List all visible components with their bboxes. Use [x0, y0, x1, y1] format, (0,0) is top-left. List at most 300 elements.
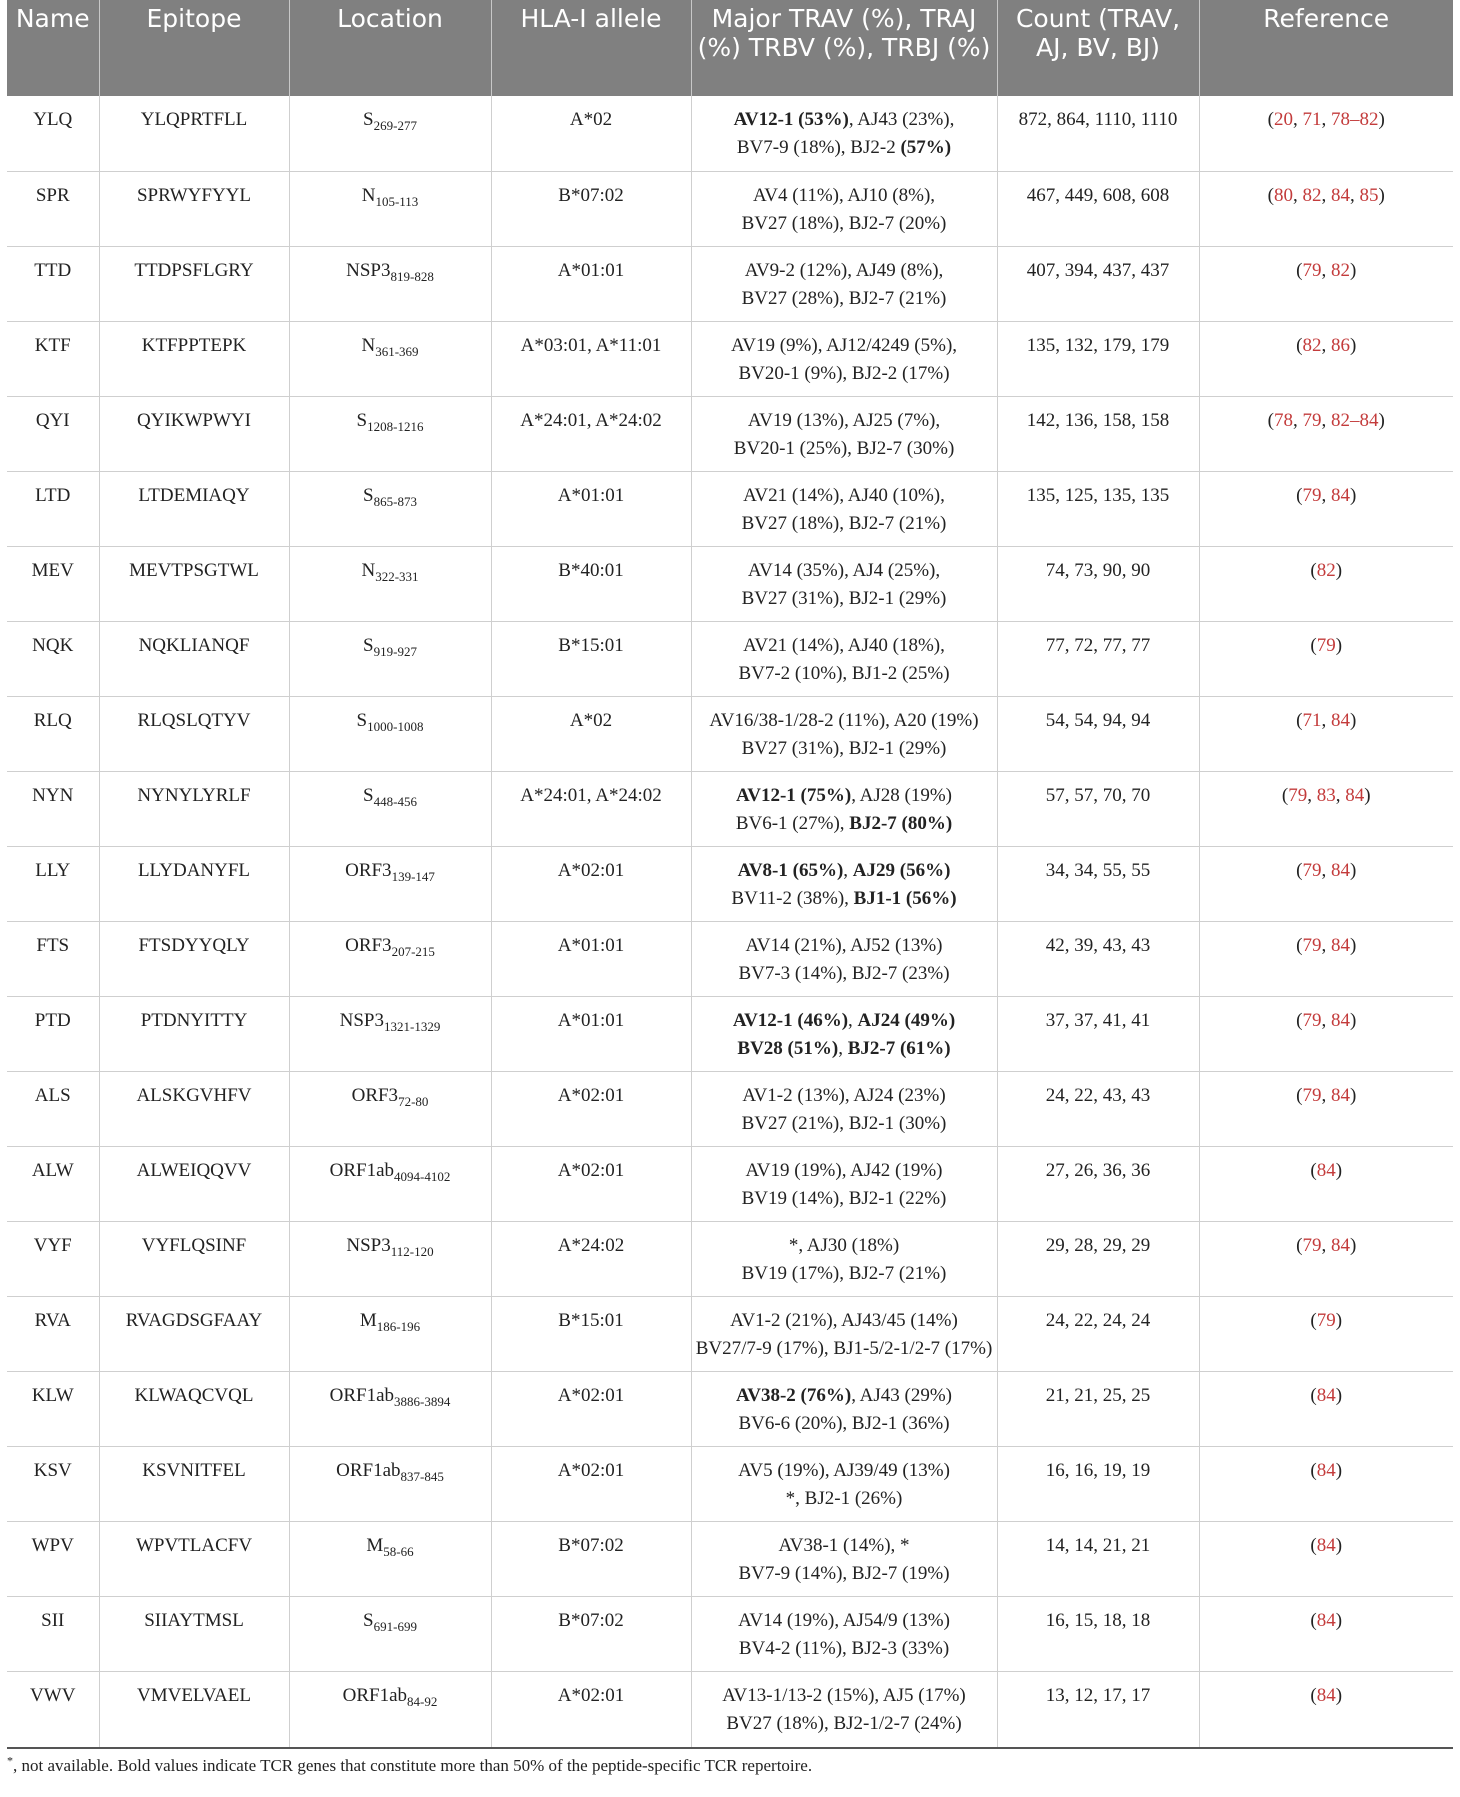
footnote-mark: *: [7, 1753, 13, 1768]
reference-link[interactable]: 82: [1331, 259, 1350, 281]
trav-line: [696, 632, 993, 660]
reference-link[interactable]: 79: [1302, 934, 1322, 956]
cell-major-genes: [691, 1071, 997, 1146]
trbv-line: [696, 735, 993, 763]
table-row: [7, 1146, 1453, 1221]
cell-reference: (79): [1199, 1296, 1453, 1371]
trbv-segment: *, BJ2-1 (26%): [785, 1487, 903, 1509]
trbv-segment: BV7-2 (10%), BJ1-2 (25%): [738, 662, 950, 684]
cell-hla-allele: A*24:01, A*24:02: [491, 771, 691, 846]
table-row: [7, 621, 1453, 696]
col-header-location: Location: [289, 0, 491, 96]
reference-link[interactable]: 79: [1302, 1234, 1322, 1256]
cell-epitope: RLQSLQTYV: [99, 696, 289, 771]
cell-epitope: RVAGDSGFAAY: [99, 1296, 289, 1371]
cell-location: [289, 621, 491, 696]
location-range: 105-113: [375, 193, 419, 209]
reference-link[interactable]: 79: [1302, 259, 1322, 281]
location-range: 269-277: [373, 118, 417, 133]
trav-line: [696, 482, 993, 510]
trav-segment: AV1-2 (21%), AJ43/45 (14%): [730, 1309, 958, 1331]
reference-link[interactable]: 71: [1302, 709, 1322, 731]
trbv-segment: BV27 (21%), BJ2-1 (30%): [741, 1112, 947, 1134]
cell-name: LLY: [7, 846, 99, 921]
cell-major-genes: [691, 171, 997, 246]
trbv-segment: BV27 (31%), BJ2-1 (29%): [741, 587, 947, 609]
trbv-line: [696, 1635, 993, 1663]
col-header-reference: Reference: [1199, 0, 1453, 96]
trav-line: [696, 407, 993, 435]
cell-epitope: MEVTPSGTWL: [99, 546, 289, 621]
cell-location: [289, 171, 491, 246]
cell-count: 29, 28, 29, 29: [997, 1221, 1199, 1296]
cell-reference: (79, 84): [1199, 1071, 1453, 1146]
cell-location: [289, 1371, 491, 1446]
cell-major-genes: [691, 921, 997, 996]
trav-line: [696, 1157, 993, 1185]
cell-count: 74, 73, 90, 90: [997, 546, 1199, 621]
reference-link[interactable]: 84: [1331, 1084, 1350, 1106]
reference-link[interactable]: 84: [1316, 1159, 1336, 1181]
location-range: 3886-3894: [394, 1393, 451, 1409]
footnote-text: , not available. Bold values indicate TCR genes that constitute more than 50% of the peptide-specific TCR repertoire.: [13, 1756, 813, 1775]
trav-segment: ,: [848, 1009, 858, 1031]
cell-major-genes: [691, 771, 997, 846]
trav-line: [696, 1607, 993, 1635]
trbv-line: [696, 810, 993, 838]
trav-line: [696, 1457, 993, 1485]
location-protein: S: [356, 409, 368, 431]
table-row: [7, 396, 1453, 471]
table-row: [7, 1671, 1453, 1748]
reference-link[interactable]: 85: [1359, 184, 1379, 206]
location-range: 691-699: [373, 1618, 417, 1634]
cell-location: [289, 1071, 491, 1146]
cell-reference: (84): [1199, 1671, 1453, 1748]
trbv-line: [696, 885, 993, 913]
cell-hla-allele: A*02:01: [491, 1671, 691, 1748]
reference-link[interactable]: 79: [1316, 634, 1336, 656]
cell-count: 142, 136, 158, 158: [997, 396, 1199, 471]
cell-major-genes: [691, 546, 997, 621]
cell-name: KTF: [7, 321, 99, 396]
location-protein: M: [366, 1534, 384, 1556]
cell-location: [289, 1596, 491, 1671]
trav-segment: AV12-1 (46%): [732, 1009, 849, 1031]
cell-reference: (82, 86): [1199, 321, 1453, 396]
reference-link[interactable]: 84: [1345, 784, 1365, 806]
table-row: [7, 1296, 1453, 1371]
cell-major-genes: [691, 1221, 997, 1296]
col-header-name: Name: [7, 0, 99, 96]
trbv-segment: BV27 (28%), BJ2-7 (21%): [741, 287, 947, 309]
location-range: 1000-1008: [367, 718, 424, 734]
table-row: [7, 771, 1453, 846]
cell-major-genes: [691, 396, 997, 471]
trbv-segment: BV27/7-9 (17%), BJ1-5/2-1/2-7 (17%): [695, 1337, 993, 1359]
trav-segment: AV19 (9%), AJ12/4249 (5%),: [730, 334, 958, 356]
trav-segment: AV14 (35%), AJ4 (25%),: [747, 559, 941, 581]
trbv-segment: BV27 (31%), BJ2-1 (29%): [741, 737, 947, 759]
trav-segment: AV14 (19%), AJ54/9 (13%): [738, 1609, 950, 1631]
trbv-line: [696, 285, 993, 313]
reference-link[interactable]: 84: [1331, 859, 1350, 881]
cell-hla-allele: B*15:01: [491, 1296, 691, 1371]
location-protein: S: [363, 1609, 374, 1631]
trbv-segment: BV6-1 (27%),: [735, 812, 850, 834]
cell-epitope: QYIKWPWYI: [99, 396, 289, 471]
trbv-line: [696, 360, 993, 388]
trav-segment: AV16/38-1/28-2 (11%), A20 (19%): [709, 709, 979, 731]
cell-name: TTD: [7, 246, 99, 321]
trav-segment: AV19 (19%), AJ42 (19%): [745, 1159, 943, 1181]
reference-link[interactable]: 82: [1302, 184, 1322, 206]
cell-reference: (84): [1199, 1446, 1453, 1521]
cell-reference: (78, 79, 82–84): [1199, 396, 1453, 471]
cell-count: 77, 72, 77, 77: [997, 621, 1199, 696]
location-protein: NSP3: [346, 1234, 391, 1256]
location-range: 84-92: [407, 1693, 438, 1709]
cell-location: [289, 546, 491, 621]
cell-epitope: SPRWYFYYL: [99, 171, 289, 246]
cell-major-genes: [691, 1671, 997, 1748]
cell-count: 14, 14, 21, 21: [997, 1521, 1199, 1596]
cell-major-genes: [691, 846, 997, 921]
reference-link[interactable]: 84: [1331, 709, 1350, 731]
reference-link[interactable]: 86: [1331, 334, 1350, 356]
trav-line: [696, 857, 993, 885]
cell-name: WPV: [7, 1521, 99, 1596]
cell-name: VWV: [7, 1671, 99, 1748]
location-protein: ORF1ab: [342, 1684, 408, 1706]
cell-hla-allele: A*01:01: [491, 471, 691, 546]
reference-link[interactable]: 78–82: [1331, 109, 1379, 130]
cell-location: [289, 1521, 491, 1596]
trav-segment: AJ29 (56%): [852, 859, 951, 881]
reference-link[interactable]: 82: [1316, 559, 1336, 581]
cell-count: 24, 22, 24, 24: [997, 1296, 1199, 1371]
location-range: 361-369: [375, 343, 419, 359]
trbv-line: [696, 510, 993, 538]
cell-epitope: ALSKGVHFV: [99, 1071, 289, 1146]
trav-segment: ,: [843, 859, 853, 881]
reference-link[interactable]: 78: [1274, 409, 1293, 431]
cell-name: YLQ: [7, 96, 99, 171]
cell-reference: (71, 84): [1199, 696, 1453, 771]
cell-hla-allele: A*02:01: [491, 846, 691, 921]
reference-link[interactable]: 79: [1302, 1009, 1322, 1031]
trav-segment: , AJ43 (29%): [851, 1384, 953, 1406]
location-protein: N: [361, 184, 376, 206]
cell-count: 34, 34, 55, 55: [997, 846, 1199, 921]
trbv-line: [696, 435, 993, 463]
table-row: [7, 996, 1453, 1071]
location-range: 186-196: [376, 1318, 421, 1334]
cell-reference: (82): [1199, 546, 1453, 621]
trbv-line: [696, 585, 993, 613]
cell-hla-allele: A*02: [491, 696, 691, 771]
cell-epitope: KLWAQCVQL: [99, 1371, 289, 1446]
cell-name: SII: [7, 1596, 99, 1671]
table-row: [7, 1596, 1453, 1671]
cell-major-genes: [691, 1596, 997, 1671]
trav-segment: AV8-1 (65%): [737, 859, 844, 881]
reference-link[interactable]: 79: [1302, 859, 1322, 881]
cell-location: [289, 696, 491, 771]
reference-link[interactable]: 79: [1302, 484, 1322, 506]
cell-count: 16, 16, 19, 19: [997, 1446, 1199, 1521]
cell-count: 135, 132, 179, 179: [997, 321, 1199, 396]
cell-hla-allele: B*07:02: [491, 1596, 691, 1671]
location-range: 322-331: [375, 568, 419, 584]
trav-segment: AV5 (19%), AJ39/49 (13%): [738, 1459, 950, 1481]
cell-reference: (79): [1199, 621, 1453, 696]
trbv-segment: BV20-1 (9%), BJ2-2 (17%): [738, 362, 950, 384]
trbv-line: [696, 1710, 993, 1738]
trav-segment: , AJ28 (19%): [851, 784, 953, 806]
cell-name: VYF: [7, 1221, 99, 1296]
cell-epitope: VYFLQSINF: [99, 1221, 289, 1296]
cell-major-genes: [691, 96, 997, 171]
cell-epitope: FTSDYYQLY: [99, 921, 289, 996]
trav-line: [696, 1082, 993, 1110]
cell-epitope: NYNYLYRLF: [99, 771, 289, 846]
tcr-epitope-table: [7, 0, 1453, 1749]
trav-line: [696, 182, 993, 210]
cell-major-genes: [691, 621, 997, 696]
table-header: [7, 0, 1453, 96]
location-protein: N: [361, 334, 376, 356]
location-range: 837-845: [400, 1468, 444, 1484]
table-row: [7, 96, 1453, 171]
trav-line: [696, 1382, 993, 1410]
location-protein: S: [363, 109, 374, 130]
trbv-segment: BV7-9 (14%), BJ2-7 (19%): [738, 1562, 950, 1584]
cell-name: FTS: [7, 921, 99, 996]
reference-link[interactable]: 84: [1331, 484, 1350, 506]
cell-reference: (20, 71, 78–82): [1199, 96, 1453, 171]
table-row: [7, 471, 1453, 546]
cell-reference: (79, 83, 84): [1199, 771, 1453, 846]
reference-link[interactable]: 83: [1316, 784, 1336, 806]
cell-epitope: TTDPSFLGRY: [99, 246, 289, 321]
cell-location: [289, 1446, 491, 1521]
cell-location: [289, 921, 491, 996]
cell-location: [289, 846, 491, 921]
cell-major-genes: [691, 1371, 997, 1446]
trbv-line: [696, 1485, 993, 1513]
location-protein: N: [361, 559, 376, 581]
reference-link[interactable]: 84: [1316, 1609, 1336, 1631]
trbv-line: [696, 1185, 993, 1213]
trbv-segment: ,: [838, 1037, 848, 1059]
trbv-segment: BJ1-1 (56%): [853, 887, 957, 909]
cell-hla-allele: B*07:02: [491, 171, 691, 246]
table-row: [7, 171, 1453, 246]
reference-link[interactable]: 79: [1288, 784, 1308, 806]
reference-link[interactable]: 20: [1274, 109, 1293, 130]
trbv-line: [696, 1410, 993, 1438]
trav-segment: AV1-2 (13%), AJ24 (23%): [742, 1084, 946, 1106]
col-header-epitope: Epitope: [99, 0, 289, 96]
trav-line: [696, 106, 993, 134]
table-row: [7, 321, 1453, 396]
cell-hla-allele: A*24:01, A*24:02: [491, 396, 691, 471]
trbv-segment: BV19 (14%), BJ2-1 (22%): [741, 1187, 947, 1209]
cell-location: [289, 1221, 491, 1296]
cell-count: 27, 26, 36, 36: [997, 1146, 1199, 1221]
trav-line: [696, 1307, 993, 1335]
reference-link[interactable]: 71: [1302, 109, 1322, 130]
cell-hla-allele: B*40:01: [491, 546, 691, 621]
trbv-segment: BV27 (18%), BJ2-1/2-7 (24%): [726, 1712, 962, 1734]
trav-segment: AV13-1/13-2 (15%), AJ5 (17%): [722, 1684, 966, 1706]
table-row: [7, 846, 1453, 921]
location-range: 819-828: [390, 268, 434, 284]
cell-location: [289, 1146, 491, 1221]
location-protein: ORF1ab: [329, 1159, 395, 1181]
trav-segment: AV12-1 (75%): [735, 784, 852, 806]
cell-count: 42, 39, 43, 43: [997, 921, 1199, 996]
cell-reference: (84): [1199, 1371, 1453, 1446]
location-range: 448-456: [373, 793, 417, 809]
trav-segment: *, AJ30 (18%): [788, 1234, 900, 1256]
trav-segment: , AJ43 (23%),: [848, 109, 955, 130]
location-protein: ORF3: [345, 934, 392, 956]
table-row: [7, 696, 1453, 771]
col-header-hla-allele: HLA-I allele: [491, 0, 691, 96]
cell-major-genes: [691, 996, 997, 1071]
cell-epitope: YLQPRTFLL: [99, 96, 289, 171]
trbv-segment: BV27 (18%), BJ2-7 (20%): [741, 212, 947, 234]
location-range: 58-66: [383, 1543, 414, 1559]
cell-hla-allele: A*24:02: [491, 1221, 691, 1296]
location-range: 919-927: [373, 643, 417, 659]
trav-line: [696, 1532, 993, 1560]
col-header-count: Count (TRAV, AJ, BV, BJ): [997, 0, 1199, 96]
cell-reference: (79, 84): [1199, 1221, 1453, 1296]
cell-epitope: PTDNYITTY: [99, 996, 289, 1071]
reference-link[interactable]: 79: [1302, 1084, 1322, 1106]
cell-reference: (84): [1199, 1596, 1453, 1671]
cell-name: SPR: [7, 171, 99, 246]
reference-link[interactable]: 84: [1316, 1459, 1336, 1481]
trav-line: [696, 1682, 993, 1710]
reference-link[interactable]: 84: [1331, 184, 1350, 206]
cell-major-genes: [691, 1521, 997, 1596]
reference-link[interactable]: 80: [1274, 184, 1293, 206]
location-range: 112-120: [390, 1243, 434, 1259]
cell-reference: (84): [1199, 1146, 1453, 1221]
cell-major-genes: [691, 471, 997, 546]
cell-reference: (79, 84): [1199, 996, 1453, 1071]
cell-hla-allele: B*07:02: [491, 1521, 691, 1596]
trav-line: [696, 332, 993, 360]
cell-location: [289, 321, 491, 396]
cell-name: MEV: [7, 546, 99, 621]
cell-name: QYI: [7, 396, 99, 471]
table-row: [7, 1371, 1453, 1446]
cell-location: [289, 246, 491, 321]
trbv-segment: (57%): [900, 137, 952, 158]
trav-line: [696, 707, 993, 735]
trbv-segment: BJ2-7 (80%): [849, 812, 953, 834]
reference-link[interactable]: 79: [1302, 409, 1322, 431]
cell-reference: (84): [1199, 1521, 1453, 1596]
reference-link[interactable]: 84: [1316, 1534, 1336, 1556]
cell-reference: (79, 82): [1199, 246, 1453, 321]
location-protein: NSP3: [339, 1009, 384, 1031]
location-protein: S: [363, 634, 374, 656]
trbv-line: [696, 1335, 993, 1363]
trbv-segment: BV11-2 (38%),: [731, 887, 854, 909]
cell-location: [289, 96, 491, 171]
location-protein: ORF1ab: [336, 1459, 401, 1481]
location-protein: NSP3: [346, 259, 391, 281]
table-row: [7, 246, 1453, 321]
trbv-line: [696, 134, 993, 162]
cell-count: 407, 394, 437, 437: [997, 246, 1199, 321]
reference-link[interactable]: 84: [1316, 1384, 1336, 1406]
cell-hla-allele: A*03:01, A*11:01: [491, 321, 691, 396]
cell-major-genes: [691, 321, 997, 396]
cell-count: 37, 37, 41, 41: [997, 996, 1199, 1071]
trbv-line: [696, 1260, 993, 1288]
cell-location: [289, 996, 491, 1071]
reference-link[interactable]: 82: [1302, 334, 1322, 356]
cell-name: ALS: [7, 1071, 99, 1146]
reference-link[interactable]: 79: [1316, 1309, 1336, 1331]
cell-count: 135, 125, 135, 135: [997, 471, 1199, 546]
location-protein: ORF1ab: [329, 1384, 395, 1406]
cell-count: 54, 54, 94, 94: [997, 696, 1199, 771]
col-header-major-genes: Major TRAV (%), TRAJ (%) TRBV (%), TRBJ (%): [691, 0, 997, 96]
table-row: [7, 1521, 1453, 1596]
location-range: 1208-1216: [367, 418, 424, 434]
cell-count: 24, 22, 43, 43: [997, 1071, 1199, 1146]
location-protein: S: [363, 784, 374, 806]
trav-segment: AV38-1 (14%), *: [778, 1534, 910, 1556]
cell-count: 16, 15, 18, 18: [997, 1596, 1199, 1671]
cell-count: 872, 864, 1110, 1110: [997, 96, 1199, 171]
location-protein: M: [359, 1309, 377, 1331]
location-range: 207-215: [391, 943, 435, 959]
trbv-segment: BV20-1 (25%), BJ2-7 (30%): [733, 437, 955, 459]
cell-hla-allele: A*02: [491, 96, 691, 171]
trav-segment: AV9-2 (12%), AJ49 (8%),: [744, 259, 944, 281]
header-row: [7, 0, 1453, 96]
trbv-segment: BV6-6 (20%), BJ2-1 (36%): [738, 1412, 950, 1434]
reference-link[interactable]: 84: [1331, 934, 1350, 956]
trbv-segment: BV4-2 (11%), BJ2-3 (33%): [738, 1637, 950, 1659]
location-range: 139-147: [391, 868, 435, 884]
trbv-segment: BV7-9 (18%), BJ2-2: [736, 137, 901, 158]
trbv-line: [696, 960, 993, 988]
cell-epitope: ALWEIQQVV: [99, 1146, 289, 1221]
trav-segment: AV19 (13%), AJ25 (7%),: [747, 409, 941, 431]
cell-name: RLQ: [7, 696, 99, 771]
trbv-line: [696, 1560, 993, 1588]
reference-link[interactable]: 84: [1331, 1009, 1350, 1031]
cell-count: 21, 21, 25, 25: [997, 1371, 1199, 1446]
cell-name: RVA: [7, 1296, 99, 1371]
location-range: 4094-4102: [394, 1168, 451, 1184]
cell-name: PTD: [7, 996, 99, 1071]
reference-link[interactable]: 82–84: [1331, 409, 1379, 431]
cell-hla-allele: A*02:01: [491, 1146, 691, 1221]
reference-link[interactable]: 84: [1331, 1234, 1350, 1256]
reference-link[interactable]: 84: [1316, 1684, 1336, 1706]
